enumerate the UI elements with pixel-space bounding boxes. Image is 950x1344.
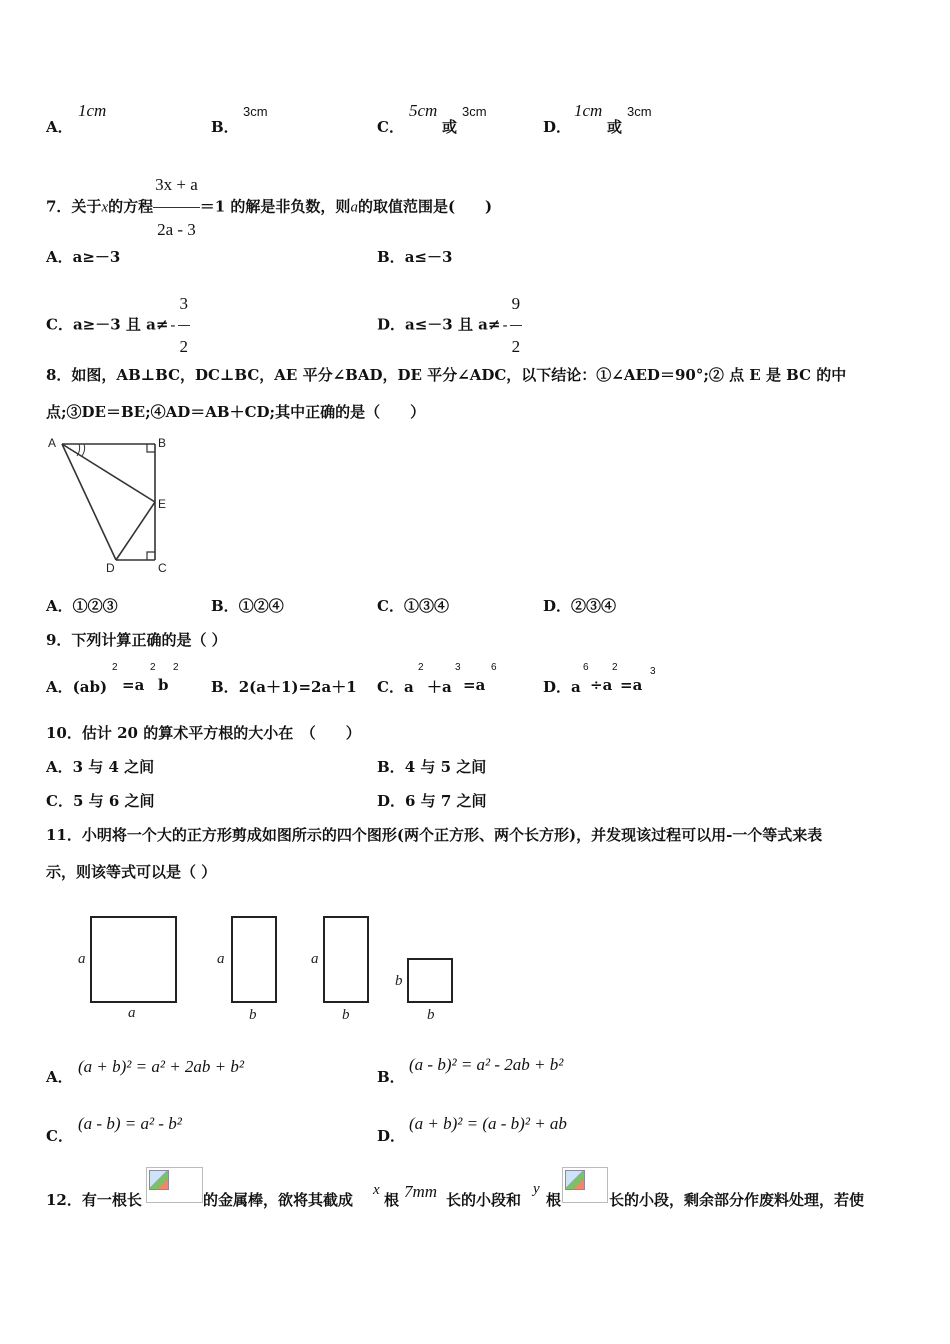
q9-option-b: B．2(a＋1)=2a＋1 [211,678,357,696]
label-b: B [158,436,167,450]
q12-part3: 根 [384,1191,400,1209]
q10-stem: 10．估计 20 的算术平方根的大小在 （ ） [46,724,361,742]
q12-part6: 长的小段，剩余部分作废料处理，若使 [609,1191,865,1209]
q12-length: 7mm [404,1182,438,1201]
q11-figure [72,905,472,1030]
q6-option-d: D． [543,118,572,136]
broken-image-icon [146,1167,203,1203]
q9-option-d: D．a [543,678,581,696]
q9-option-c: C．a [377,678,414,696]
q7-option-d: D．a≤－3 且 a≠ - $\frac{9}{2}$ [377,283,522,368]
label-a-1: a [78,951,86,967]
q12-part4: 长的小段和 [446,1191,522,1209]
q6-option-a: A． [46,118,73,136]
q11-option-b-letter: B． [377,1068,405,1086]
q8-stem-line1: 8．如图，AB⊥BC，DC⊥BC，AE 平分∠BAD，DE 平分∠ADC，以下结论：①∠AED＝90°;② 点 E 是 BC 的中 [46,366,847,384]
q6-option-c-conj: 或 [442,118,458,136]
q8-option-b: B．①②④ [211,597,284,615]
q7-stem: 7．关于x的方程 $\frac{3x + a}{2a - 3}$ ＝1 的解是非负数，则a的取值范围是( ) [46,163,492,252]
q6-option-a-value: 1cm [78,101,107,120]
q10-option-d: D．6 与 7 之间 [377,792,487,810]
q12-var-x: x [373,1182,380,1198]
q6-option-b-value: 3cm [243,104,268,119]
label-c: C [158,561,167,575]
q11-stem-line1: 11．小明将一个大的正方形剪成如图所示的四个图形(两个正方形、两个长方形)，并发现该过程可以用-一个等式来表 [46,826,823,844]
q11-stem-line2: 示，则该等式可以是（ ） [46,863,217,881]
label-a: A [48,436,57,450]
label-a-3: a [217,951,225,967]
q9-stem: 9．下列计算正确的是（ ） [46,631,227,649]
q11-option-c: (a - b) = a² - b² [78,1114,182,1133]
q11-option-a: (a + b)² = a² + 2ab + b² [78,1057,244,1076]
q8-stem-line2: 点;③DE＝BE;④AD＝AB＋CD;其中正确的是（ ） [46,403,426,421]
right-angle-b [147,444,155,452]
q8-option-a: A．①②③ [46,597,118,615]
q10-option-b: B．4 与 5 之间 [377,758,487,776]
q7-fraction: $\frac{3x + a}{2a - 3}$ [153,163,200,252]
small-square [408,959,452,1002]
broken-image-icon-2 [562,1167,608,1203]
q7-option-c: C．a≥－3 且 a≠ - $\frac{3}{2}$ [46,283,190,368]
segment-de [116,502,155,560]
q12-var-y: y [533,1181,540,1197]
q12-part2: 的金属棒，欲将其截成 [203,1191,354,1209]
q7-option-a: A．a≥－3 [46,248,121,266]
label-b-4: b [427,1007,435,1023]
right-angle-c [147,552,155,560]
q6-option-c-value: 5cm [409,101,438,120]
q6-option-c-value2: 3cm [462,104,487,119]
label-d: D [106,561,115,575]
label-a-4: a [311,951,319,967]
label-b-1: b [249,1007,257,1023]
rectangle-2 [324,917,368,1002]
q8-option-d: D．②③④ [543,597,617,615]
q12-part5: 根 [546,1191,562,1209]
rectangle-1 [232,917,276,1002]
q10-option-c: C．5 与 6 之间 [46,792,155,810]
q11-option-a-letter: A． [46,1068,73,1086]
q8-figure [44,432,174,577]
q11-option-c-letter: C． [46,1127,73,1145]
label-a-2: a [128,1005,136,1021]
q6-option-d-value2: 3cm [627,104,652,119]
q6-option-b: B． [211,118,239,136]
q11-option-b: (a - b)² = a² - 2ab + b² [409,1055,564,1074]
q6-option-d-value: 1cm [574,101,603,120]
q10-option-a: A．3 与 4 之间 [46,758,155,776]
q8-option-c: C．①③④ [377,597,449,615]
q11-option-d-letter: D． [377,1127,406,1145]
q7-option-b: B．a≤－3 [377,248,453,266]
label-b-3: b [395,973,403,989]
q6-option-c: C． [377,118,404,136]
angle-arc [82,444,85,456]
q12-part1: 12．有一根长 [46,1191,142,1209]
label-b-2: b [342,1007,350,1023]
big-square [91,917,176,1002]
q9-option-a: A．(ab) [46,678,108,696]
q11-option-d: (a + b)² = (a - b)² + ab [409,1114,567,1133]
q6-option-d-conj: 或 [607,118,623,136]
label-e: E [158,497,167,511]
